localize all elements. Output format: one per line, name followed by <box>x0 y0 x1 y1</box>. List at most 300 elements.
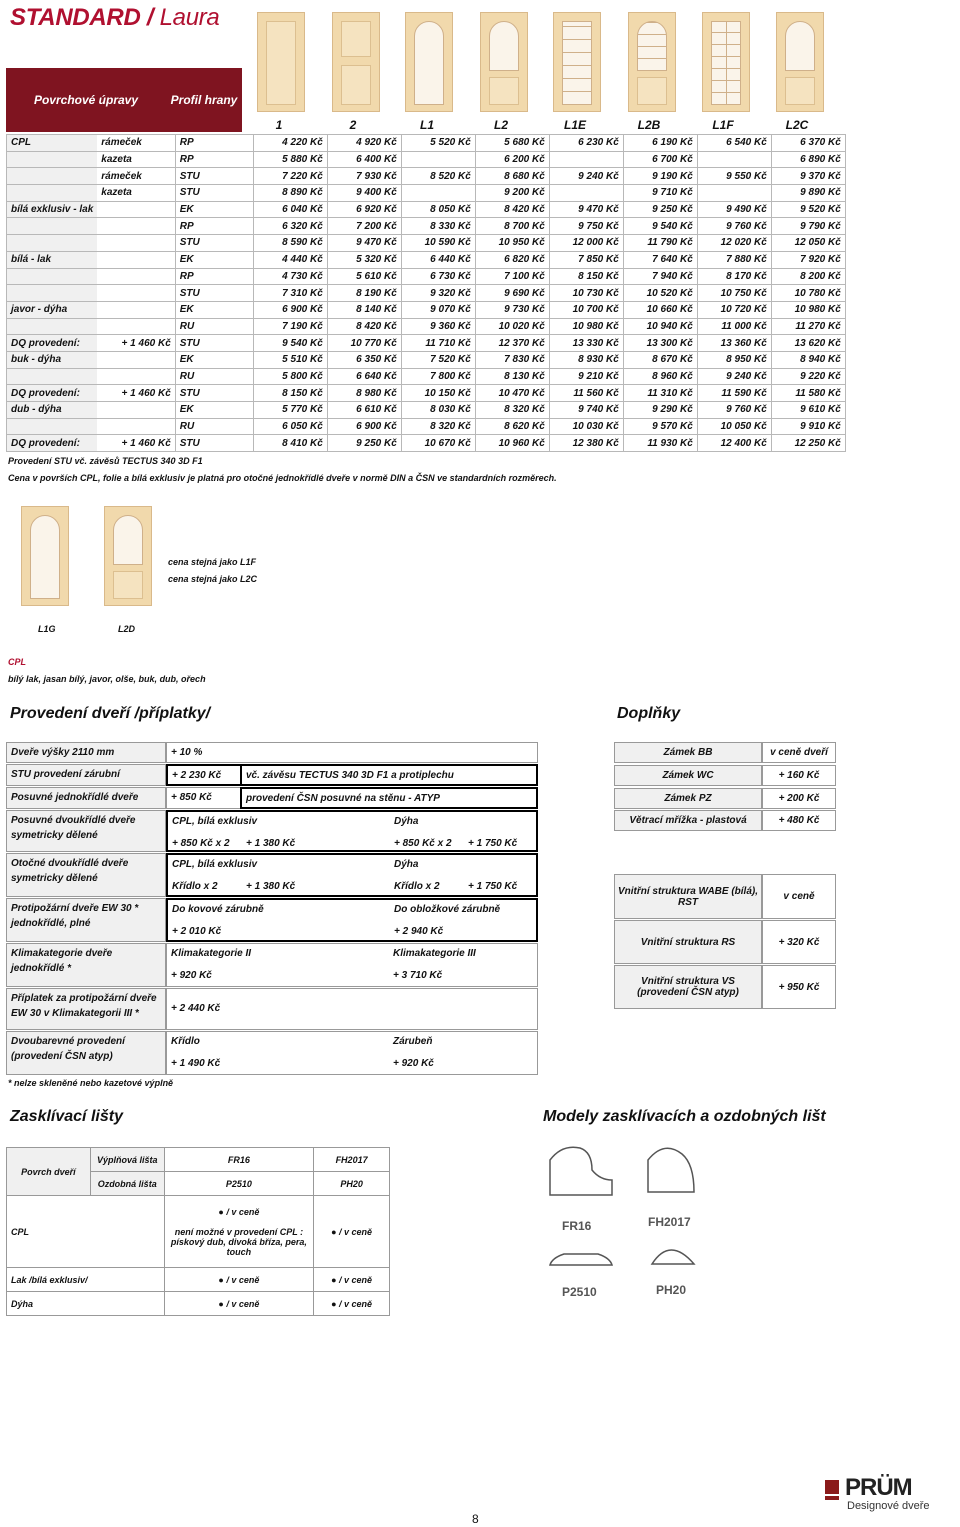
material-label: bílá - lak <box>7 251 98 268</box>
price-cell: 9 610 Kč <box>771 402 845 419</box>
price-cell: 9 520 Kč <box>771 201 845 218</box>
price-cell: 7 520 Kč <box>401 351 475 368</box>
price-cell: 7 850 Kč <box>549 251 623 268</box>
r9-c: + 920 Kč <box>393 1058 434 1069</box>
price-cell: 7 940 Kč <box>623 268 697 285</box>
r5-c: Křídlo x 2 <box>394 881 440 892</box>
price-cell: 12 050 Kč <box>771 235 845 252</box>
price-cell: 8 030 Kč <box>401 402 475 419</box>
sub-type <box>97 268 175 285</box>
door-l2b-image <box>628 12 676 112</box>
price-cell: 7 190 Kč <box>253 318 327 335</box>
price-row <box>7 385 846 402</box>
fr16-label: FR16 <box>562 1219 592 1233</box>
r7-c: + 3 710 Kč <box>393 970 443 981</box>
price-row <box>7 168 846 185</box>
price-cell: 11 560 Kč <box>549 385 623 402</box>
sub-type <box>97 235 175 252</box>
column-header-l2: L2 <box>493 118 508 132</box>
price-cell: 9 470 Kč <box>327 235 401 252</box>
price-cell: 8 420 Kč <box>475 201 549 218</box>
material-label: bílá exklusiv - lak <box>7 201 98 218</box>
price-row <box>7 402 846 419</box>
price-cell: 10 470 Kč <box>475 385 549 402</box>
price-cell: 7 930 Kč <box>327 168 401 185</box>
price-cell: 8 330 Kč <box>401 218 475 235</box>
price-row <box>7 135 846 152</box>
price-cell: 7 920 Kč <box>771 251 845 268</box>
row-twocolor-label: Dvoubarevné provedení (provedení ČSN atyp) <box>6 1031 166 1075</box>
page-title: STANDARD / Laura <box>10 4 220 31</box>
material-cell <box>7 168 98 185</box>
zt-lak-a: ● / v ceně <box>164 1268 314 1292</box>
price-cell: 8 050 Kč <box>401 201 475 218</box>
row-fire-label: Protipožární dveře EW 30 * jednokřídlé, plné <box>6 898 166 942</box>
price-cell: 8 320 Kč <box>401 418 475 435</box>
zt-povrch: Povrch dveří <box>7 1148 91 1196</box>
sub-type <box>97 351 175 368</box>
material-cell <box>7 318 98 335</box>
doplnek-label: Zámek WC <box>614 765 762 786</box>
fh2017-profile <box>648 1148 694 1192</box>
price-cell: 6 370 Kč <box>771 135 845 152</box>
edge-profile: RP <box>175 268 253 285</box>
price-cell: 9 210 Kč <box>549 368 623 385</box>
price-cell: 13 300 Kč <box>623 335 697 352</box>
price-cell: 8 410 Kč <box>253 435 327 452</box>
zt-ph20: PH20 <box>314 1172 390 1196</box>
note-cpl: Cena v površích CPL, folie a bílá exklusiv je platná pro otočné jednokřídlé dveře v normě DIN a ČSN ve standardních rozměrech. <box>8 473 557 483</box>
material-cell <box>7 151 98 168</box>
material-cell <box>7 285 98 302</box>
doplnek-value: + 320 Kč <box>762 920 836 964</box>
material-label: buk - dýha <box>7 351 98 368</box>
price-cell: 11 930 Kč <box>623 435 697 452</box>
sub-type <box>97 201 175 218</box>
section-zaskl: Zasklívací lišty <box>10 1108 123 1125</box>
sub-type <box>97 285 175 302</box>
edge-profile: RU <box>175 368 253 385</box>
r4-a: + 850 Kč x 2 <box>172 838 230 849</box>
p2510-profile <box>550 1254 612 1265</box>
price-cell: 8 890 Kč <box>253 185 327 202</box>
price-cell: 6 400 Kč <box>327 151 401 168</box>
zt-cpl-b: není možné v provedení CPL : pískový dub, divoká bříza, pera, touch <box>170 1226 307 1257</box>
material-label: javor - dýha <box>7 301 98 318</box>
price-cell: 8 320 Kč <box>475 402 549 419</box>
edge-profile: STU <box>175 285 253 302</box>
price-cell: 9 550 Kč <box>697 168 771 185</box>
zt-p2510: P2510 <box>164 1172 314 1196</box>
price-cell: 9 470 Kč <box>549 201 623 218</box>
row-clima-label: Klimakategorie dveře jednokřídlé * <box>6 943 166 987</box>
price-cell: 6 230 Kč <box>549 135 623 152</box>
price-row <box>7 335 846 352</box>
price-cell: 5 320 Kč <box>327 251 401 268</box>
same-price-l1f: cena stejná jako L1F <box>168 557 257 567</box>
price-cell: 11 790 Kč <box>623 235 697 252</box>
price-row <box>7 318 846 335</box>
edge-profile: STU <box>175 435 253 452</box>
price-cell: 9 250 Kč <box>327 435 401 452</box>
edge-profile: EK <box>175 201 253 218</box>
price-cell: 8 150 Kč <box>253 385 327 402</box>
section-modely: Modely zasklívacích a ozdobných lišt <box>543 1108 826 1125</box>
provedeni-footnote: * nelze skleněné nebo kazetové výplně <box>8 1078 174 1088</box>
price-cell: 8 140 Kč <box>327 301 401 318</box>
row-fireclima-box <box>166 988 538 1030</box>
price-row <box>7 418 846 435</box>
material-cell <box>7 368 98 385</box>
price-cell: 9 760 Kč <box>697 402 771 419</box>
price-cell: 8 520 Kč <box>401 168 475 185</box>
profile-drawings <box>540 1140 720 1310</box>
doplnek-value: + 480 Kč <box>762 810 836 831</box>
r7-a: + 920 Kč <box>171 970 212 981</box>
note-stu: Provedení STU vč. závěsů TECTUS 340 3D F1 <box>8 456 203 466</box>
price-cell: 7 310 Kč <box>253 285 327 302</box>
cpl-label: CPL <box>8 657 26 667</box>
row-swing2-box <box>166 853 538 897</box>
price-cell: 5 800 Kč <box>253 368 327 385</box>
price-cell: 5 510 Kč <box>253 351 327 368</box>
price-cell: 8 200 Kč <box>771 268 845 285</box>
price-cell: 9 570 Kč <box>623 418 697 435</box>
price-cell: 5 680 Kč <box>475 135 549 152</box>
zt-fh2017: FH2017 <box>314 1148 390 1172</box>
logo-tag: Designové dveře <box>847 1500 930 1512</box>
surface-header: Povrchové úpravy <box>6 68 166 132</box>
r5-d: + 1 750 Kč <box>468 881 518 892</box>
price-cell: 5 610 Kč <box>327 268 401 285</box>
price-cell: 10 780 Kč <box>771 285 845 302</box>
price-cell: 11 270 Kč <box>771 318 845 335</box>
r6-a: + 2 010 Kč <box>172 926 222 937</box>
column-header-l2c: L2C <box>785 118 809 132</box>
door-l1-image <box>405 12 453 112</box>
sub-type <box>97 301 175 318</box>
price-cell: 5 520 Kč <box>401 135 475 152</box>
r8-a: + 2 440 Kč <box>171 1003 221 1014</box>
price-cell: 7 220 Kč <box>253 168 327 185</box>
price-cell: 10 700 Kč <box>549 301 623 318</box>
r5-h2: Dýha <box>394 859 419 870</box>
price-cell: 10 730 Kč <box>549 285 623 302</box>
price-cell: 8 670 Kč <box>623 351 697 368</box>
r9-h2: Zárubeň <box>393 1036 433 1047</box>
row-twocolor-box <box>166 1031 538 1075</box>
price-cell: 6 200 Kč <box>475 151 549 168</box>
price-cell: 9 220 Kč <box>771 368 845 385</box>
price-cell: 8 620 Kč <box>475 418 549 435</box>
r6-h2: Do obložkové zárubně <box>394 904 501 915</box>
price-cell <box>549 185 623 202</box>
sub-type: rámeček <box>97 168 175 185</box>
zt-dyha-b: ● / v ceně <box>314 1292 390 1316</box>
row-stu-label: STU provedení zárubní <box>6 764 166 786</box>
edge-profile: RP <box>175 135 253 152</box>
price-cell: 13 330 Kč <box>549 335 623 352</box>
row-height-value: + 10 % <box>166 742 538 763</box>
price-cell: 9 360 Kč <box>401 318 475 335</box>
column-header-1: 1 <box>275 118 283 132</box>
price-cell: 10 020 Kč <box>475 318 549 335</box>
price-cell: 8 950 Kč <box>697 351 771 368</box>
column-header-2: 2 <box>349 118 357 132</box>
price-cell: 7 200 Kč <box>327 218 401 235</box>
price-cell: 10 670 Kč <box>401 435 475 452</box>
r4-d: + 1 750 Kč <box>468 838 518 849</box>
r4-h2: Dýha <box>394 816 419 827</box>
price-cell: 9 540 Kč <box>253 335 327 352</box>
zt-lak-b: ● / v ceně <box>314 1268 390 1292</box>
sub-type: rámeček <box>97 135 175 152</box>
sub-type: kazeta <box>97 151 175 168</box>
r7-h2: Klimakategorie III <box>393 948 476 959</box>
r9-a: + 1 490 Kč <box>171 1058 221 1069</box>
door-l1f-image <box>702 12 750 112</box>
edge-profile: EK <box>175 351 253 368</box>
cpl-list: bílý lak, jasan bílý, javor, olše, buk, dub, ořech <box>8 674 206 684</box>
column-header-l2b: L2B <box>637 118 661 132</box>
doplnek-label: Vnitřní struktura RS <box>614 920 762 964</box>
price-cell: 6 640 Kč <box>327 368 401 385</box>
price-cell: 6 440 Kč <box>401 251 475 268</box>
price-cell: 10 960 Kč <box>475 435 549 452</box>
sub-type: + 1 460 Kč <box>97 435 175 452</box>
price-cell: 13 360 Kč <box>697 335 771 352</box>
r4-h1: CPL, bílá exklusiv <box>172 816 258 827</box>
edge-profile: EK <box>175 251 253 268</box>
price-cell: 6 820 Kč <box>475 251 549 268</box>
page-number: 8 <box>472 1512 479 1526</box>
edge-profile: EK <box>175 402 253 419</box>
doplnek-label: Zámek PZ <box>614 788 762 809</box>
price-cell: 8 190 Kč <box>327 285 401 302</box>
dq-label: DQ provedení: <box>7 385 98 402</box>
zt-cpl-a: ● / v ceně <box>218 1206 260 1217</box>
price-cell: 9 400 Kč <box>327 185 401 202</box>
price-cell: 11 310 Kč <box>623 385 697 402</box>
price-cell: 10 980 Kč <box>771 301 845 318</box>
r7-h1: Klimakategorie II <box>171 948 252 959</box>
price-cell: 9 710 Kč <box>623 185 697 202</box>
price-cell: 8 980 Kč <box>327 385 401 402</box>
price-cell: 9 250 Kč <box>623 201 697 218</box>
price-cell: 8 420 Kč <box>327 318 401 335</box>
price-cell: 12 400 Kč <box>697 435 771 452</box>
price-cell: 11 000 Kč <box>697 318 771 335</box>
r5-a: Křídlo x 2 <box>172 881 218 892</box>
price-cell: 4 440 Kč <box>253 251 327 268</box>
price-cell: 13 620 Kč <box>771 335 845 352</box>
prum-logo <box>825 1476 949 1516</box>
edge-profile: STU <box>175 335 253 352</box>
edge-profile: RU <box>175 418 253 435</box>
price-cell: 10 950 Kč <box>475 235 549 252</box>
sub-type <box>97 418 175 435</box>
r4-b: + 1 380 Kč <box>246 838 296 849</box>
price-cell <box>697 185 771 202</box>
price-cell: 10 590 Kč <box>401 235 475 252</box>
price-row <box>7 285 846 302</box>
price-cell: 7 880 Kč <box>697 251 771 268</box>
price-cell <box>549 151 623 168</box>
material-cell <box>7 418 98 435</box>
sub-type: + 1 460 Kč <box>97 385 175 402</box>
row-sliding2-label: Posuvné dvoukřídlé dveře symetricky dělené <box>6 810 166 852</box>
doplnek-label: Větrací mřížka - plastová <box>614 810 762 831</box>
zt-lak: Lak /bílá exklusiv/ <box>7 1268 165 1292</box>
logo-name: PRÜM <box>845 1474 912 1501</box>
material-cell <box>7 218 98 235</box>
price-cell: 9 190 Kč <box>623 168 697 185</box>
price-row <box>7 351 846 368</box>
door-l2d-image <box>104 506 152 606</box>
price-cell: 7 800 Kč <box>401 368 475 385</box>
doplnek-value: v ceně <box>762 874 836 919</box>
price-cell: 9 540 Kč <box>623 218 697 235</box>
price-cell: 6 700 Kč <box>623 151 697 168</box>
row-stu-note: vč. závěsu TECTUS 340 3D F1 a protiplechu <box>240 764 538 786</box>
door-1-image <box>257 12 305 112</box>
price-cell: 4 730 Kč <box>253 268 327 285</box>
row-sliding1-label: Posuvné jednokřídlé dveře <box>6 787 166 809</box>
row-sliding1-value: + 850 Kč <box>166 787 242 809</box>
dq-label: DQ provedení: <box>7 335 98 352</box>
price-cell <box>401 185 475 202</box>
price-row <box>7 368 846 385</box>
price-cell: 9 290 Kč <box>623 402 697 419</box>
price-cell: 10 720 Kč <box>697 301 771 318</box>
material-cell <box>7 185 98 202</box>
price-cell: 6 890 Kč <box>771 151 845 168</box>
price-cell: 10 940 Kč <box>623 318 697 335</box>
material-cell <box>7 268 98 285</box>
door-l1g-image <box>21 506 69 606</box>
material-label: CPL <box>7 135 98 152</box>
zt-cpl-c: ● / v ceně <box>314 1196 390 1268</box>
column-header-l1f: L1F <box>712 118 734 132</box>
price-cell: 9 760 Kč <box>697 218 771 235</box>
price-cell: 9 370 Kč <box>771 168 845 185</box>
edge-profile: RP <box>175 151 253 168</box>
zt-cpl: CPL <box>7 1196 165 1268</box>
price-cell: 5 880 Kč <box>253 151 327 168</box>
edge-profile: STU <box>175 385 253 402</box>
price-cell: 8 150 Kč <box>549 268 623 285</box>
price-cell: 10 520 Kč <box>623 285 697 302</box>
price-cell: 7 100 Kč <box>475 268 549 285</box>
price-row <box>7 268 846 285</box>
edge-profile: RP <box>175 218 253 235</box>
price-cell: 10 980 Kč <box>549 318 623 335</box>
doplnek-value: v ceně dveří <box>762 742 836 763</box>
r6-h1: Do kovové zárubně <box>172 904 264 915</box>
row-height-label: Dveře výšky 2110 mm <box>6 742 166 763</box>
price-cell: 8 940 Kč <box>771 351 845 368</box>
price-cell: 6 920 Kč <box>327 201 401 218</box>
price-cell: 10 030 Kč <box>549 418 623 435</box>
price-cell: 6 050 Kč <box>253 418 327 435</box>
price-cell: 6 610 Kč <box>327 402 401 419</box>
door-2-image <box>332 12 380 112</box>
price-cell: 9 690 Kč <box>475 285 549 302</box>
column-header-l1: L1 <box>419 118 434 132</box>
edge-profile: STU <box>175 235 253 252</box>
price-table <box>6 134 846 452</box>
row-fireclima-label: Příplatek za protipožární dveře EW 30 v Klimakategorii III * <box>6 988 166 1030</box>
row-swing2-label: Otočné dvoukřídlé dveře symetricky dělené <box>6 853 166 897</box>
price-cell: 9 740 Kč <box>549 402 623 419</box>
price-row <box>7 235 846 252</box>
sub-type <box>97 218 175 235</box>
doplnek-label: Vnitřní struktura VS (provedení ČSN atyp) <box>614 965 762 1009</box>
logo-mark <box>825 1480 839 1494</box>
section-doplnky: Doplňky <box>617 705 681 722</box>
label-l1g: L1G <box>38 624 56 634</box>
price-cell: 4 920 Kč <box>327 135 401 152</box>
sub-type <box>97 368 175 385</box>
price-cell: 6 040 Kč <box>253 201 327 218</box>
door-l2-image <box>480 12 528 112</box>
r9-h1: Křídlo <box>171 1036 200 1047</box>
row-sliding2-box <box>166 810 538 852</box>
sub-type <box>97 318 175 335</box>
price-cell: 11 580 Kč <box>771 385 845 402</box>
price-cell: 12 000 Kč <box>549 235 623 252</box>
row-fire-box <box>166 898 538 942</box>
price-cell: 6 540 Kč <box>697 135 771 152</box>
zt-dyha: Dýha <box>7 1292 165 1316</box>
price-cell: 9 070 Kč <box>401 301 475 318</box>
zt-dyha-a: ● / v ceně <box>164 1292 314 1316</box>
price-cell: 5 770 Kč <box>253 402 327 419</box>
ph20-profile <box>652 1250 694 1264</box>
section-provedeni: Provedení dveří /příplatky/ <box>10 705 211 722</box>
price-cell: 9 200 Kč <box>475 185 549 202</box>
material-label: dub - dýha <box>7 402 98 419</box>
logo-mark-bar <box>825 1496 839 1500</box>
price-row <box>7 218 846 235</box>
doplnek-value: + 160 Kč <box>762 765 836 786</box>
price-row <box>7 201 846 218</box>
price-cell: 9 790 Kč <box>771 218 845 235</box>
price-cell: 6 900 Kč <box>253 301 327 318</box>
price-cell: 12 380 Kč <box>549 435 623 452</box>
price-cell: 10 660 Kč <box>623 301 697 318</box>
price-cell: 10 050 Kč <box>697 418 771 435</box>
sub-type <box>97 251 175 268</box>
fh2017-label: FH2017 <box>648 1215 691 1229</box>
material-cell <box>7 235 98 252</box>
ph20-label: PH20 <box>656 1283 687 1297</box>
price-cell: 9 490 Kč <box>697 201 771 218</box>
zt-ozdob: Ozdobná lišta <box>90 1172 164 1196</box>
price-cell: 10 770 Kč <box>327 335 401 352</box>
price-cell: 8 700 Kč <box>475 218 549 235</box>
price-cell: 6 900 Kč <box>327 418 401 435</box>
edge-profile: EK <box>175 301 253 318</box>
price-cell: 9 730 Kč <box>475 301 549 318</box>
price-row <box>7 185 846 202</box>
r5-h1: CPL, bílá exklusiv <box>172 859 258 870</box>
label-l2d: L2D <box>118 624 136 634</box>
edge-header: Profil hrany <box>166 68 242 132</box>
price-cell <box>697 151 771 168</box>
column-header-l1e: L1E <box>563 118 586 132</box>
price-cell: 10 150 Kč <box>401 385 475 402</box>
